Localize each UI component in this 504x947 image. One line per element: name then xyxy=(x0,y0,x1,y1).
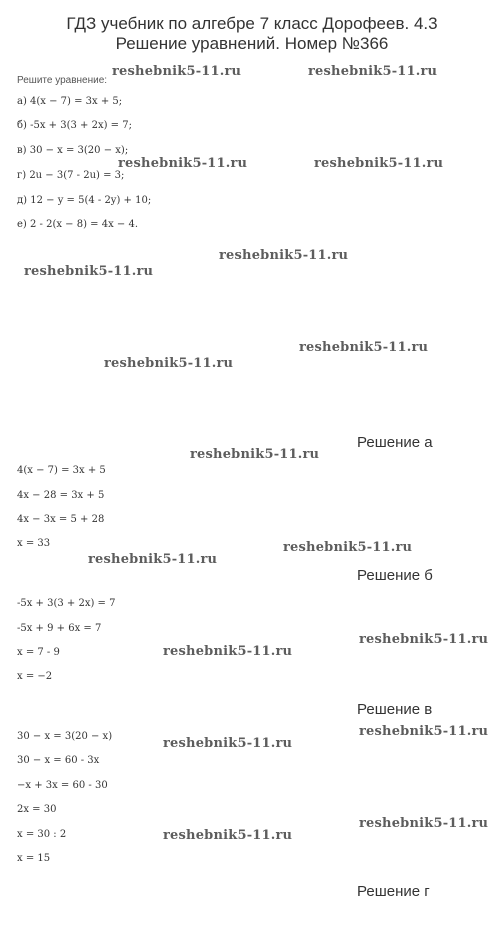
solution-line: −x + 3x = 60 - 30 xyxy=(17,780,108,791)
solution-line: 30 − x = 60 - 3x xyxy=(17,755,100,766)
solution-heading-g: Решение г xyxy=(357,883,430,900)
watermark: reshebnik5-11.ru xyxy=(359,632,489,647)
solution-line: 4x − 28 = 3x + 5 xyxy=(17,490,105,501)
watermark: reshebnik5-11.ru xyxy=(163,736,293,751)
solution-heading-a: Решение а xyxy=(357,434,433,451)
watermark: reshebnik5-11.ru xyxy=(24,264,154,279)
watermark: reshebnik5-11.ru xyxy=(359,724,489,739)
watermark: reshebnik5-11.ru xyxy=(163,828,293,843)
task-item-e: е) 2 - 2(x − 8) = 4x − 4. xyxy=(17,219,139,230)
watermark: reshebnik5-11.ru xyxy=(299,340,429,355)
solution-line: x = 30 : 2 xyxy=(17,829,67,840)
solution-line: -5x + 9 + 6x = 7 xyxy=(17,623,102,634)
task-item-b: б) -5x + 3(3 + 2x) = 7; xyxy=(17,120,132,131)
task-item-a: а) 4(x − 7) = 3x + 5; xyxy=(17,96,123,107)
page-title: ГДЗ учебник по алгебре 7 класс Дорофеев. 4.3 Решение уравнений. Номер №366 xyxy=(66,14,438,53)
solution-heading-b: Решение б xyxy=(357,567,433,584)
watermark: reshebnik5-11.ru xyxy=(88,552,218,567)
task-item-g: г) 2u − 3(7 - 2u) = 3; xyxy=(17,170,125,181)
watermark: reshebnik5-11.ru xyxy=(283,540,413,555)
watermark: reshebnik5-11.ru xyxy=(314,156,444,171)
solution-line: 4(x − 7) = 3x + 5 xyxy=(17,465,106,476)
watermark: reshebnik5-11.ru xyxy=(112,64,242,79)
watermark: reshebnik5-11.ru xyxy=(118,156,248,171)
watermark: reshebnik5-11.ru xyxy=(104,356,234,371)
watermark: reshebnik5-11.ru xyxy=(190,447,320,462)
solution-heading-v: Решение в xyxy=(357,701,433,718)
task-intro: Решите уравнение: xyxy=(17,75,108,86)
solution-line: x = 33 xyxy=(17,538,51,549)
watermark: reshebnik5-11.ru xyxy=(163,644,293,659)
solution-line: x = 15 xyxy=(17,853,51,864)
solution-line: 4x − 3x = 5 + 28 xyxy=(17,514,105,525)
watermark: reshebnik5-11.ru xyxy=(308,64,438,79)
watermark: reshebnik5-11.ru xyxy=(359,816,489,831)
solution-line: x = −2 xyxy=(17,671,53,682)
solution-line: x = 7 - 9 xyxy=(17,647,60,658)
solution-line: 2x = 30 xyxy=(17,804,57,815)
task-item-v: в) 30 − x = 3(20 − x); xyxy=(17,145,129,156)
solution-line: 30 − x = 3(20 − x) xyxy=(17,731,113,742)
watermark: reshebnik5-11.ru xyxy=(219,248,349,263)
task-item-d: д) 12 − y = 5(4 - 2y) + 10; xyxy=(17,195,152,206)
solution-line: -5x + 3(3 + 2x) = 7 xyxy=(17,598,116,609)
